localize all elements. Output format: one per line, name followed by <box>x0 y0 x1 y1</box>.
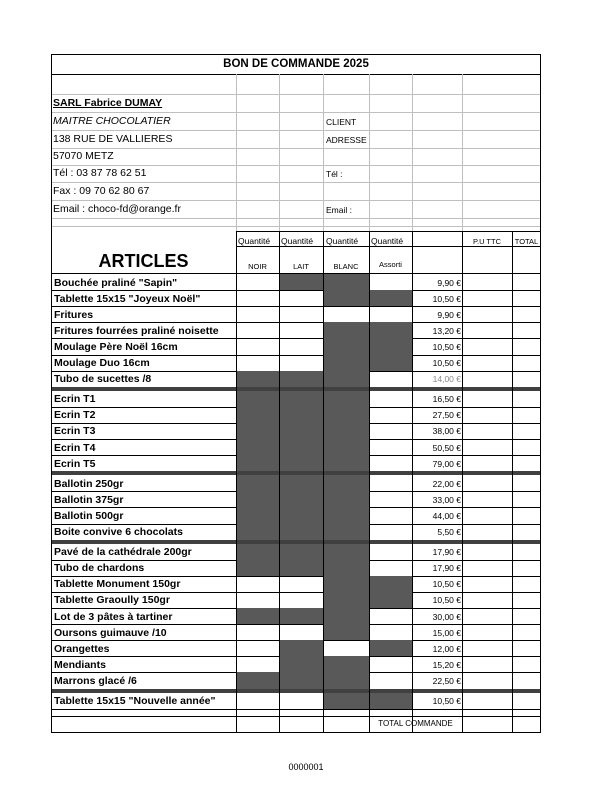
unavailable-cell <box>324 592 369 609</box>
article-name: Pavé de la cathédrale 200gr <box>54 546 192 559</box>
company-city: 57070 METZ <box>53 150 114 162</box>
quantity-cell[interactable] <box>370 274 412 290</box>
unavailable-cell <box>324 672 369 689</box>
article-name: Tablette Monument 150gr <box>54 578 181 591</box>
unavailable-cell <box>324 407 369 424</box>
unavailable-cell <box>280 423 323 440</box>
total-cell[interactable] <box>513 391 540 407</box>
total-cell[interactable] <box>513 524 540 540</box>
article-name: Mendiants <box>54 658 106 671</box>
col-line-blanc <box>323 231 324 733</box>
total-order-field[interactable] <box>463 717 512 732</box>
unavailable-cell <box>324 439 369 456</box>
article-name: Ecrin T1 <box>54 393 96 406</box>
column-blanc: BLANC <box>333 262 359 271</box>
unavailable-cell <box>324 524 369 541</box>
unit-price: 10,50 € <box>432 293 461 304</box>
unit-price: 79,00 € <box>432 458 461 469</box>
total-cell[interactable] <box>513 322 540 338</box>
unavailable-cell <box>237 507 279 524</box>
article-name: Fritures fourrées praliné noisette <box>54 324 219 337</box>
unavailable-cell <box>280 407 323 424</box>
unavailable-cell <box>280 439 323 456</box>
unavailable-cell <box>280 455 323 472</box>
unavailable-cell <box>237 475 279 492</box>
unit-price: 17,90 € <box>432 547 461 558</box>
quantity-cell[interactable] <box>370 423 412 439</box>
unavailable-cell <box>237 455 279 472</box>
unavailable-cell <box>237 672 279 689</box>
unavailable-cell <box>237 407 279 424</box>
total-cell[interactable] <box>513 544 540 560</box>
total-cell[interactable] <box>513 475 540 491</box>
client-label: CLIENT <box>326 117 357 127</box>
unit-price: 16,50 € <box>432 394 461 405</box>
unavailable-cell <box>280 391 323 408</box>
unavailable-cell <box>370 355 412 372</box>
col-line-noir <box>236 231 237 733</box>
total-cell[interactable] <box>513 592 540 608</box>
unavailable-cell <box>324 560 369 577</box>
unavailable-cell <box>324 544 369 561</box>
unit-price: 12,00 € <box>432 643 461 654</box>
quantity-cell[interactable] <box>237 640 279 656</box>
total-cell[interactable] <box>513 290 540 306</box>
article-name: Ballotin 250gr <box>54 477 124 490</box>
unavailable-cell <box>280 544 323 561</box>
border-bottom <box>51 732 541 733</box>
total-cell[interactable] <box>513 624 540 640</box>
company-tel: Tél : 03 87 78 62 51 <box>53 167 147 179</box>
unavailable-cell <box>280 371 323 388</box>
quantity-cell[interactable] <box>370 455 412 471</box>
quantity-header-assorti: Quantité <box>371 236 404 246</box>
unavailable-cell <box>280 491 323 508</box>
quantity-cell[interactable] <box>237 338 279 354</box>
article-name: Fritures <box>54 308 94 321</box>
article-name: Tablette 15x15 "Joyeux Noël" <box>54 292 201 305</box>
article-name: Tubo de chardons <box>54 562 145 575</box>
article-name: Tablette Graoully 150gr <box>54 594 170 607</box>
unit-price: 9,90 € <box>437 309 461 320</box>
quantity-row-line <box>236 246 541 247</box>
quantity-cell[interactable] <box>237 693 279 709</box>
article-name: Ballotin 500gr <box>54 509 124 522</box>
article-name: Ballotin 375gr <box>54 493 124 506</box>
client-tel-label: Tél : <box>326 169 343 179</box>
article-name: Marrons glacé /6 <box>54 674 137 687</box>
quantity-cell[interactable] <box>280 576 323 592</box>
quantity-header-noir: Quantité <box>238 236 271 246</box>
unavailable-cell <box>324 423 369 440</box>
unavailable-cell <box>370 640 412 657</box>
quantity-cell[interactable] <box>370 656 412 672</box>
unavailable-cell <box>324 624 369 641</box>
unavailable-cell <box>237 391 279 408</box>
quantity-cell[interactable] <box>324 306 369 322</box>
quantity-cell[interactable] <box>237 290 279 306</box>
unavailable-cell <box>324 491 369 508</box>
unit-price: 14,00 € <box>432 374 461 385</box>
total-cell[interactable] <box>513 306 540 322</box>
total-cell[interactable] <box>513 274 540 290</box>
unit-price: 38,00 € <box>432 426 461 437</box>
unit-price: 22,00 € <box>432 478 461 489</box>
quantity-cell[interactable] <box>370 507 412 523</box>
quantity-cell[interactable] <box>324 640 369 656</box>
quantity-cell[interactable] <box>370 439 412 455</box>
unavailable-cell <box>280 524 323 541</box>
total-cell[interactable] <box>513 455 540 471</box>
company-role: MAITRE CHOCOLATIER <box>53 115 171 127</box>
unavailable-cell <box>370 322 412 339</box>
unavailable-cell <box>324 274 369 291</box>
unit-price: 9,90 € <box>437 277 461 288</box>
quantity-cell[interactable] <box>237 274 279 290</box>
total-cell[interactable] <box>513 672 540 688</box>
title-underline <box>51 74 541 75</box>
total-cell[interactable] <box>513 656 540 672</box>
quantity-header-blanc: Quantité <box>326 236 359 246</box>
total-cell[interactable] <box>513 371 540 387</box>
unit-price: 15,00 € <box>432 627 461 638</box>
quantity-cell[interactable] <box>280 624 323 640</box>
unavailable-cell <box>370 693 412 710</box>
article-name: Ecrin T2 <box>54 409 96 422</box>
unavailable-cell <box>324 355 369 372</box>
quantity-cell[interactable] <box>237 624 279 640</box>
quantity-cell[interactable] <box>370 544 412 560</box>
order-form <box>51 54 541 734</box>
unavailable-cell <box>370 338 412 355</box>
unavailable-cell <box>324 693 369 710</box>
col-line-price <box>412 231 413 733</box>
article-name: Tubo de sucettes /8 <box>54 373 152 386</box>
quantity-cell[interactable] <box>370 306 412 322</box>
row-line <box>51 709 541 710</box>
total-cell[interactable] <box>513 491 540 507</box>
unavailable-cell <box>280 560 323 577</box>
unavailable-cell <box>370 290 412 307</box>
quantity-cell[interactable] <box>237 592 279 608</box>
unavailable-cell <box>324 576 369 593</box>
article-name: Moulage Père Noël 16cm <box>54 340 178 353</box>
quantity-cell[interactable] <box>237 355 279 371</box>
border-right <box>540 54 541 733</box>
unavailable-cell <box>324 391 369 408</box>
unit-price: 5,50 € <box>437 527 461 537</box>
unavailable-cell <box>280 640 323 657</box>
unavailable-cell <box>237 544 279 561</box>
article-name: Boite convive 6 chocolats <box>54 526 183 538</box>
quantity-cell[interactable] <box>370 491 412 507</box>
quantity-cell[interactable] <box>370 608 412 624</box>
article-name: Oursons guimauve /10 <box>54 626 167 639</box>
unavailable-cell <box>280 672 323 689</box>
total-cell[interactable] <box>513 560 540 576</box>
quantity-cell[interactable] <box>280 322 323 338</box>
unavailable-cell <box>370 576 412 593</box>
quantity-cell[interactable] <box>370 624 412 640</box>
article-name: Moulage Duo 16cm <box>54 357 150 369</box>
articles-header: ARTICLES <box>98 251 189 271</box>
company-street: 138 RUE DE VALLIERES <box>53 133 173 145</box>
unit-price: 30,00 € <box>432 611 461 622</box>
total-cell[interactable] <box>513 640 540 656</box>
unavailable-cell <box>324 322 369 339</box>
col-line-lait <box>279 231 280 733</box>
quantity-cell[interactable] <box>280 306 323 322</box>
article-name: Lot de 3 pâtes à tartiner <box>54 610 173 623</box>
column-assorti: Assorti <box>379 260 402 269</box>
form-title: BON DE COMMANDE 2025 <box>223 58 369 70</box>
unavailable-cell <box>324 371 369 388</box>
unit-price-header: P.U TTC <box>472 237 502 246</box>
unit-price: 10,50 € <box>432 341 461 352</box>
unit-price: 10,50 € <box>432 358 461 368</box>
unavailable-cell <box>237 423 279 440</box>
column-noir: NOIR <box>248 262 267 271</box>
total-header: TOTAL <box>514 237 539 246</box>
article-name: Ecrin T4 <box>54 441 96 454</box>
company-email: Email : choco-fd@orange.fr <box>53 203 181 215</box>
document-number: 0000001 <box>288 762 324 772</box>
unavailable-cell <box>280 656 323 673</box>
unavailable-cell <box>324 475 369 492</box>
quantity-cell[interactable] <box>370 672 412 688</box>
unit-price: 22,50 € <box>432 675 461 686</box>
unavailable-cell <box>324 338 369 355</box>
company-fax: Fax : 09 70 62 80 67 <box>53 185 150 197</box>
unavailable-cell <box>280 475 323 492</box>
unit-price: 15,20 € <box>432 659 461 670</box>
quantity-cell[interactable] <box>280 592 323 608</box>
total-cell[interactable] <box>513 507 540 523</box>
total-order-label: TOTAL COMMANDE <box>378 719 453 728</box>
unavailable-cell <box>280 507 323 524</box>
col-line-assorti <box>369 231 370 733</box>
quantity-cell[interactable] <box>370 407 412 423</box>
col-line-total <box>512 231 513 733</box>
article-name: Ecrin T3 <box>54 425 96 438</box>
table-header-top <box>236 231 541 232</box>
total-cell[interactable] <box>513 355 540 371</box>
quantity-cell[interactable] <box>237 306 279 322</box>
quantity-cell[interactable] <box>370 371 412 387</box>
quantity-cell[interactable] <box>370 524 412 540</box>
quantity-cell[interactable] <box>237 656 279 672</box>
total-cell[interactable] <box>513 608 540 624</box>
quantity-header-lait: Quantité <box>281 236 314 246</box>
address-label: ADRESSE <box>326 135 367 145</box>
unit-price: 10,50 € <box>432 579 461 590</box>
unavailable-cell <box>237 439 279 456</box>
unit-price: 13,20 € <box>432 325 461 336</box>
unavailable-cell <box>237 560 279 577</box>
quantity-cell[interactable] <box>370 560 412 576</box>
quantity-cell[interactable] <box>280 355 323 371</box>
unavailable-cell <box>324 290 369 307</box>
unit-price: 10,50 € <box>432 696 461 706</box>
unavailable-cell <box>237 371 279 388</box>
unit-price: 33,00 € <box>432 494 461 505</box>
border-left <box>51 54 52 733</box>
quantity-cell[interactable] <box>237 576 279 592</box>
unavailable-cell <box>237 524 279 541</box>
quantity-cell[interactable] <box>370 391 412 407</box>
article-name: Ecrin T5 <box>54 457 96 470</box>
unit-price: 10,50 € <box>432 595 461 606</box>
unavailable-cell <box>324 608 369 625</box>
border-top <box>51 54 541 55</box>
unit-price: 44,00 € <box>432 510 461 521</box>
quantity-cell[interactable] <box>237 322 279 338</box>
unit-price: 27,50 € <box>432 410 461 421</box>
quantity-cell[interactable] <box>280 338 323 354</box>
unavailable-cell <box>237 608 279 625</box>
column-lait: LAIT <box>293 262 309 271</box>
quantity-cell[interactable] <box>370 475 412 491</box>
unavailable-cell <box>280 274 323 291</box>
col-line-pu <box>462 231 463 733</box>
total-cell[interactable] <box>513 439 540 455</box>
total-cell[interactable] <box>513 407 540 423</box>
total-cell[interactable] <box>513 338 540 354</box>
article-name: Tablette 15x15 "Nouvelle année" <box>54 695 216 707</box>
unavailable-cell <box>324 455 369 472</box>
unit-price: 17,90 € <box>432 563 461 574</box>
unavailable-cell <box>280 608 323 625</box>
quantity-cell[interactable] <box>280 290 323 306</box>
unit-price: 50,50 € <box>432 442 461 453</box>
client-email-label: Email : <box>326 205 352 215</box>
unavailable-cell <box>370 592 412 609</box>
quantity-cell[interactable] <box>280 693 323 709</box>
total-cell[interactable] <box>513 576 540 592</box>
unavailable-cell <box>324 507 369 524</box>
total-cell[interactable] <box>513 423 540 439</box>
article-name: Bouchée praliné "Sapin" <box>54 276 178 289</box>
total-cell[interactable] <box>513 693 540 709</box>
unavailable-cell <box>237 491 279 508</box>
unavailable-cell <box>324 656 369 673</box>
company-name: SARL Fabrice DUMAY <box>53 97 163 109</box>
article-name: Orangettes <box>54 642 110 655</box>
